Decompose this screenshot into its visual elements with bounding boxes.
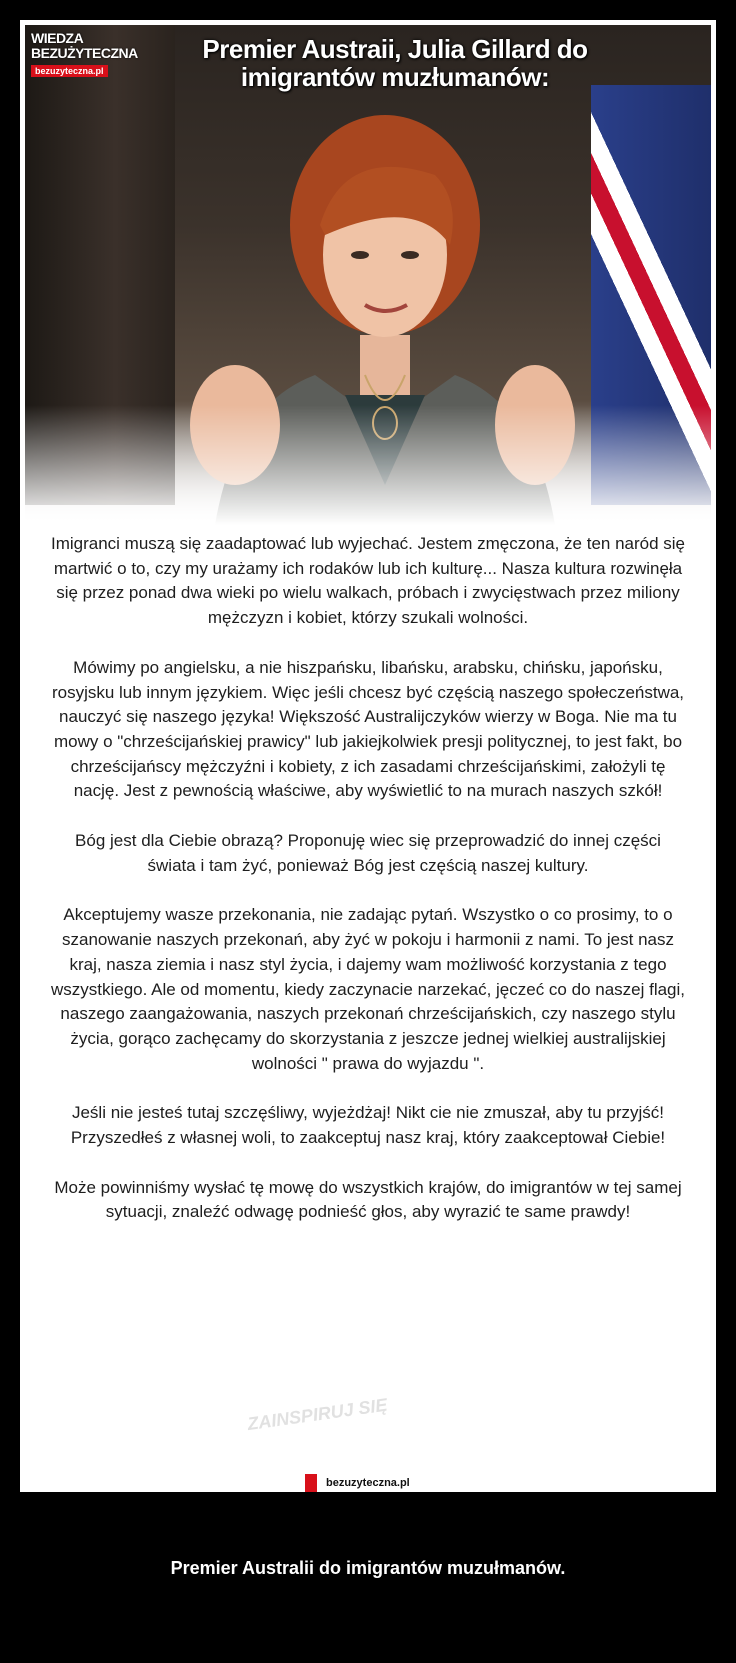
- demotivator-caption: Premier Australii do imigrantów muzułmanów.: [170, 1558, 566, 1578]
- paragraph: Jeśli nie jesteś tutaj szczęśliwy, wyjeżdżaj! Nikt cie nie zmuszał, aby tu przyjść! Przyszedłeś z własnej woli, to zaakceptuj nasz kraj, który zaakceptował Ciebie!: [70, 1103, 666, 1148]
- paragraph: Imigranci muszą się zaadaptować lub wyjechać. Jestem zmęczona, że ten naród się martwić o to, czy my urażamy ich rodaków lub ich kulturę... Nasza kultura rozwinęła się przez ponad dwa wieki po wielu walkach, próbach i zwycięstwach przez miliony mężczyzn i kobiet, którzy szukali wolności.: [50, 534, 686, 628]
- bottom-logo-text: bezuzyteczna.pl: [320, 1476, 416, 1490]
- paragraph: Może powinniśmy wysłać tę mowę do wszystkich krajów, do imigrantów w tej samej sytuacji, znaleźć odwagę podnieść głos, aby wyrazić te same prawdy!: [54, 1177, 682, 1222]
- bottom-logo: [305, 1474, 416, 1492]
- wiedza-bezuzyteczna-logo: [31, 30, 138, 89]
- logo-line-2: BEZUŻYTECZNA: [31, 45, 138, 61]
- photo-julia-gillard: [25, 25, 711, 525]
- photo-fade: [25, 405, 711, 525]
- logo-line-1: WIEDZA: [31, 30, 84, 46]
- paragraph: Mówimy po angielsku, a nie hiszpańsku, libańsku, arabsku, chińsku, japońsku, rosyjsku lub innym językiem. Więc jeśli chcesz być częścią naszego społeczeństwa, nauczyć się naszego języka! Większość Australijczyków wierzy w Boga. Nie ma tu mowy o "chrześcijańskiej prawicy" lub jakiejkolwiek presji politycznej, to jest fakt, bo chrześcijańscy mężczyźni i kobiety, z ich zasadami chrześcijańskimi, założyli tę nację. Jest z pewnością właściwe, aby wyświetlić to na murach naszych szkół!: [51, 657, 685, 801]
- logo-mark-icon: [305, 1474, 317, 1492]
- demotivator-frame: [20, 20, 716, 1492]
- watermark: ZAINSPIRUJ SIĘ: [246, 1394, 389, 1435]
- speech-text: [50, 532, 686, 1250]
- paragraph: Akceptujemy wasze przekonania, nie zadając pytań. Wszystko o co prosimy, to o szanowanie naszych przekonań, aby żyć w pokoju i harmonii z nami. To jest nasz kraj, nasza ziemia i nasz styl życia, i dajemy wam możliwość korzystania z tego wszystkiego. Ale od momentu, kiedy zaczynacie narzekać, jęczeć co do naszej flagi, naszego zaangażowania, naszych przekonań chrześcijańskich, czy naszego stylu życia, gorąco zachęcamy do skorzystania z jeszcze jednej wielkiej australijskiej wolności " prawa do wyjazdu ".: [50, 905, 686, 1073]
- image-title: Premier Austraii, Julia Gillard do imigrantów muzłumanów:: [202, 34, 588, 92]
- logo-site: bezuzyteczna.pl: [31, 65, 108, 77]
- paragraph: Bóg jest dla Ciebie obrazą? Proponuję wiec się przeprowadzić do innej części świata i tam żyć, ponieważ Bóg jest częścią naszej kultury.: [75, 831, 661, 875]
